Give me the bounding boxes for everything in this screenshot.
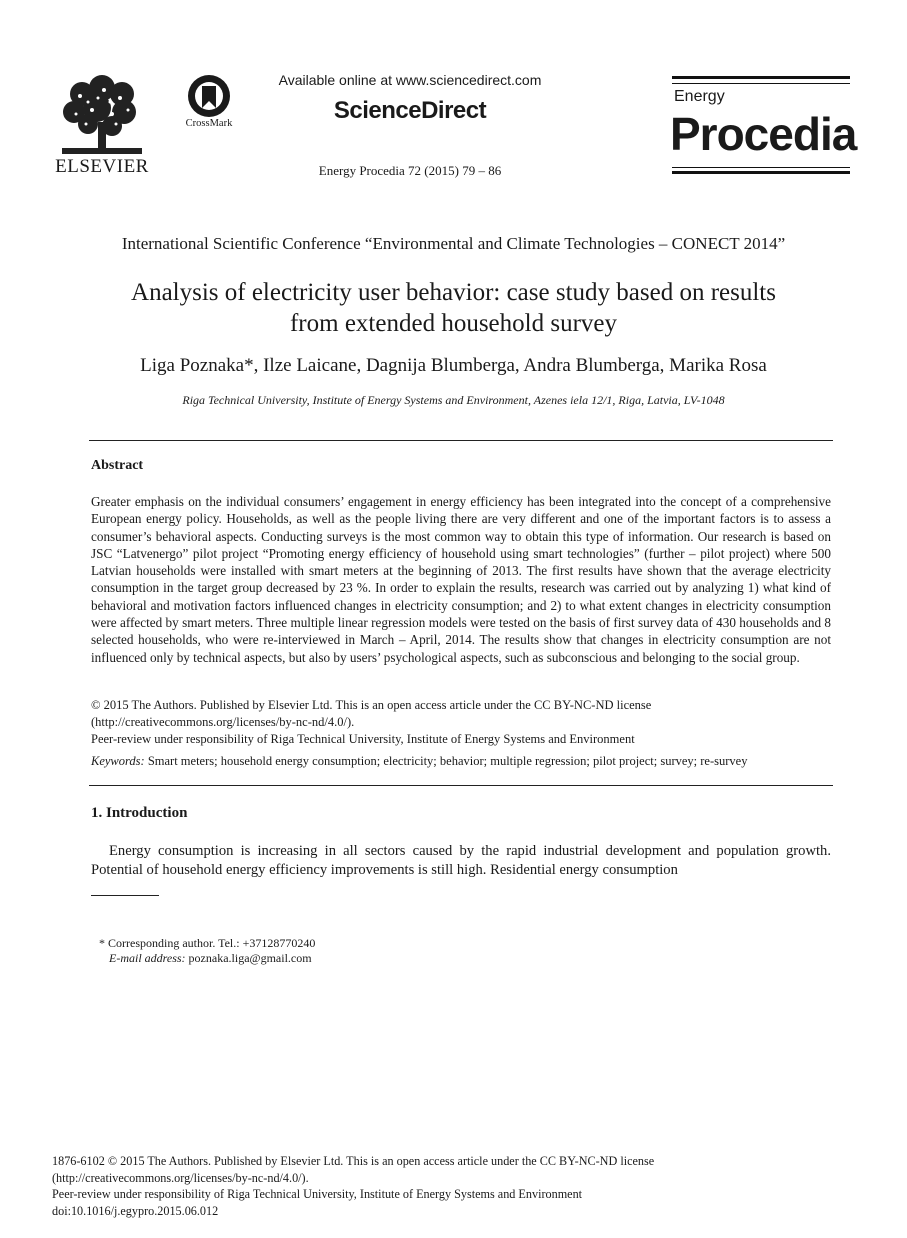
page-footer [52,1153,852,1219]
journal-logo-rule [672,83,850,84]
footer-license-link[interactable]: (http://creativecommons.org/licenses/by-nc-nd/4.0/). [52,1170,309,1185]
available-online-text: Available online at www.sciencedirect.com [278,72,542,88]
corresponding-author: * Corresponding author. Tel.: +37128770240 [99,936,316,950]
journal-logo-rule [672,76,850,79]
author-email [109,951,312,966]
copyright-notice [91,697,831,748]
paper-title [60,277,847,339]
paper-title-line: from extended household survey [289,310,617,337]
journal-logo-procedia: Procedia [670,108,857,160]
footer-issn-line: 1876-6102 © 2015 The Authors. Published by Elsevier Ltd. This is an open access article under the CC BY-NC-ND license [52,1154,655,1168]
peer-review-note: Peer-review under responsibility of Riga Technical University, Institute of Energy Systems and Environment [91,732,635,746]
introduction-heading: 1. Introduction [91,805,188,821]
journal-logo-rule [672,167,850,168]
footer-peer-review: Peer-review under responsibility of Riga Technical University, Institute of Energy Systems and Environment [52,1187,583,1201]
email-address[interactable]: poznaka.liga@gmail.com [185,951,312,965]
introduction-text: Energy consumption is increasing in all sectors caused by the rapid industrial development and population growth. Potential of household energy efficiency improvements is still high. Residential energy consumption [91,843,831,878]
keywords-list: Smart meters; household energy consumption; electricity; behavior; multiple regression; pilot project; survey; re-survey [144,754,748,768]
conference-name: International Scientific Conference “Environmental and Climate Technologies – CONECT 2014” [121,234,786,253]
license-link[interactable]: (http://creativecommons.org/licenses/by-nc-nd/4.0/). [91,715,355,729]
abstract-heading: Abstract [91,458,144,473]
affiliation: Riga Technical University, Institute of Energy Systems and Environment, Azenes iela 12/1, Riga, Latvia, LV-1048 [182,393,725,407]
divider [89,440,833,441]
journal-logo-energy: Energy [674,88,725,105]
footnote-divider [91,895,159,896]
keywords [91,753,831,770]
copyright-line: © 2015 The Authors. Published by Elsevier Ltd. This is an open access article under the CC BY-NC-ND license [91,698,652,712]
crossmark-label: CrossMark [185,118,233,129]
sciencedirect-logo[interactable]: ScienceDirect [333,97,487,124]
footer-doi[interactable]: doi:10.1016/j.egypro.2015.06.012 [52,1203,219,1218]
divider [89,785,833,786]
elsevier-wordmark: ELSEVIER [55,156,149,177]
email-label: E-mail address: [109,951,186,965]
author-list: Liga Poznaka*, Ilze Laicane, Dagnija Blumberga, Andra Blumberga, Marika Rosa [140,355,767,376]
journal-citation: Energy Procedia 72 (2015) 79 – 86 [318,163,502,178]
abstract-text: Greater emphasis on the individual consumers’ engagement in energy efficiency has been integrated into the concept of a comprehensive European energy policy. Households, as well as the people living there are very different and one of the important factors is to assess a consumer’s behavioral aspects. Conducting surveys is the most common way to obtain this type of information. Our research is based on JSC “Latvenergo” pilot project “Promoting energy efficiency of household using smart technologies” (further – pilot project) where 500 Latvian households were installed with smart meters at the beginning of 2013. The first results have shown that the average electricity consumption in the target group decreased by 23 %. In order to explain the results, research was carried out by analyzing 1) what kind of behavioral and motivation factors influenced changes in electricity consumption; and 2) to what extent changes in electricity consumption were affected by smart meters. Three multiple linear regression models were tested on the basis of first survey data of 430 households and 8 selected households, who were re-interviewed in March – April, 2014. The results show that changes in electricity consumption are not influenced only by technical aspects, but also by users’ psychological aspects, such as subconscious and belonging to the social group. [91,494,831,665]
journal-logo-rule [672,171,850,174]
keywords-label: Keywords: [91,754,145,768]
paper-title-line: Analysis of electricity user behavior: case study based on results [131,279,776,306]
